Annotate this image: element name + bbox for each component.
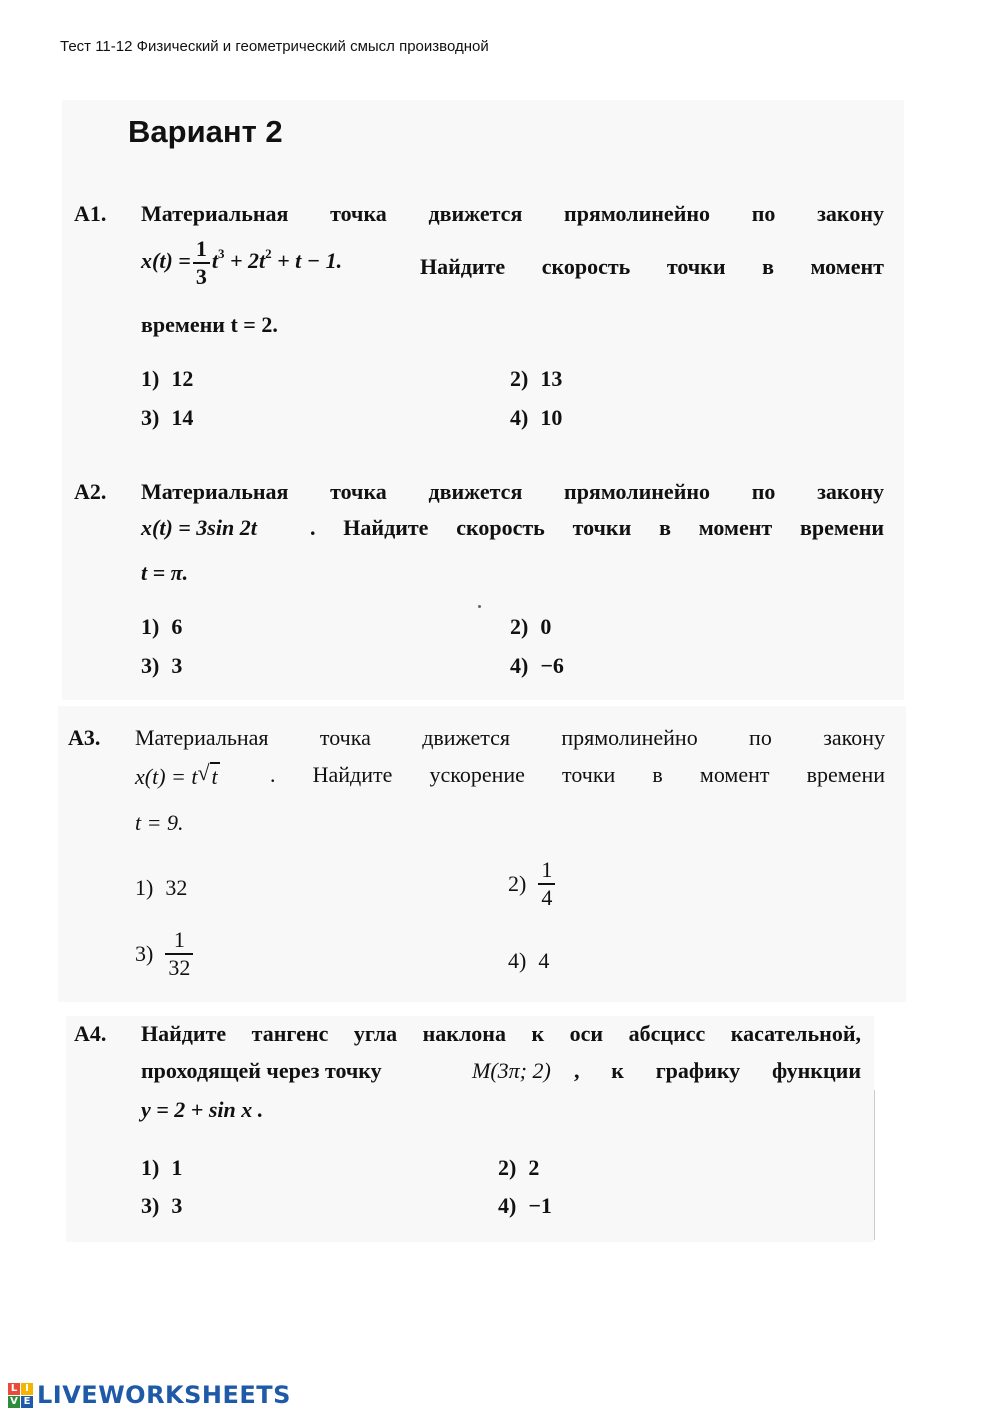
- formula-part: + 2t: [224, 248, 266, 274]
- option-value: 4: [538, 948, 550, 973]
- scan-speck: [478, 605, 481, 608]
- question-text-line: [141, 1058, 382, 1084]
- answer-option: [141, 1155, 182, 1181]
- scan-edge: [874, 1090, 875, 1240]
- question-formula-line: [141, 515, 257, 541]
- answer-option: [141, 614, 182, 640]
- question-text-line: Найдите скорость точки в момент: [420, 254, 884, 279]
- answer-option: [510, 614, 551, 640]
- option-label: 1): [141, 614, 160, 639]
- question-text-line: Материальная точка движется прямолинейно по закону: [135, 725, 885, 750]
- option-value: 0: [540, 614, 552, 639]
- formula-part: x(t) = 3sin 2t: [141, 515, 257, 540]
- answer-option: [141, 1193, 182, 1219]
- fraction-denominator: 32: [165, 953, 193, 979]
- text-part: проходящей через точку: [141, 1058, 382, 1083]
- logo-letter: E: [21, 1396, 33, 1408]
- fraction: [165, 929, 193, 979]
- point-formula: M(3π; 2): [472, 1058, 551, 1083]
- question-text-line: t = 9.: [135, 810, 184, 835]
- option-label: 3): [141, 653, 160, 678]
- fraction-denominator: 4: [538, 883, 555, 909]
- logo-letter: V: [8, 1396, 20, 1408]
- exponent: 3: [217, 246, 225, 262]
- answer-option: [508, 859, 557, 909]
- formula-part: + t − 1.: [271, 248, 343, 274]
- answer-option: [498, 1155, 539, 1181]
- exponent: 2: [265, 246, 272, 262]
- scan-block-3: [66, 1016, 874, 1242]
- option-value: −6: [540, 653, 564, 678]
- option-label: 2): [510, 614, 529, 639]
- scan-block-1: [62, 100, 904, 700]
- option-label: 1): [141, 1155, 160, 1180]
- answer-option: [141, 653, 182, 679]
- option-label: 4): [510, 405, 529, 430]
- answer-option: [135, 875, 187, 901]
- fraction-numerator: 1: [541, 857, 553, 882]
- option-label: 4): [510, 653, 529, 678]
- option-value: 1: [171, 1155, 183, 1180]
- option-value: 12: [171, 366, 194, 391]
- sqrt-argument: t: [211, 764, 218, 789]
- answer-option: [498, 1193, 552, 1219]
- option-label: 1): [135, 875, 154, 900]
- option-value: 14: [171, 405, 194, 430]
- option-label: 3): [135, 941, 154, 966]
- option-label: 2): [508, 871, 527, 896]
- question-text-line: Материальная точка движется прямолинейно по закону: [141, 479, 884, 504]
- fraction: [193, 238, 210, 288]
- sqrt: [198, 762, 220, 790]
- option-label: 1): [141, 366, 160, 391]
- formula-part: x(t) = t: [135, 764, 198, 789]
- question-text-line: . Найдите ускорение точки в момент времени: [270, 762, 885, 787]
- answer-option: [510, 366, 562, 392]
- question-number: А4.: [74, 1021, 107, 1046]
- fraction-numerator: 1: [195, 236, 207, 261]
- option-value: 32: [165, 875, 188, 900]
- question-text-line: Материальная точка движется прямолинейно по закону: [141, 201, 884, 226]
- option-value: 13: [540, 366, 563, 391]
- option-value: −1: [528, 1193, 552, 1218]
- option-value: 3: [171, 653, 183, 678]
- page-header: Тест 11-12 Физический и геометрический смысл производной: [60, 38, 489, 55]
- variant-title: Вариант 2: [128, 114, 283, 149]
- logo-brand-text: LIVEWORKSHEETS: [37, 1381, 291, 1409]
- question-formula-line: [141, 238, 342, 288]
- fraction: [538, 859, 555, 909]
- answer-option: [135, 929, 195, 979]
- option-label: 2): [498, 1155, 517, 1180]
- question-number: А1.: [74, 201, 107, 226]
- option-label: 3): [141, 1193, 160, 1218]
- option-label: 2): [510, 366, 529, 391]
- answer-option: [510, 653, 564, 679]
- sqrt-sign: √: [197, 760, 210, 785]
- option-value: 3: [171, 1193, 183, 1218]
- option-value: 6: [171, 614, 183, 639]
- logo-letter: L: [8, 1383, 20, 1395]
- question-text-line: y = 2 + sin x .: [141, 1097, 264, 1122]
- logo-icon: [8, 1383, 33, 1408]
- question-text-line: . Найдите скорость точки в момент времени: [310, 515, 884, 540]
- option-value: 10: [540, 405, 563, 430]
- question-text-line: , к графику функции: [574, 1058, 861, 1083]
- answer-option: [141, 405, 193, 431]
- question-text-line: t = π.: [141, 560, 189, 585]
- question-text-line: времени t = 2.: [141, 312, 278, 337]
- formula-part: x(t) =: [141, 248, 191, 274]
- liveworksheets-logo[interactable]: [8, 1381, 291, 1409]
- answer-option: [141, 366, 193, 392]
- option-value: 2: [528, 1155, 540, 1180]
- fraction-numerator: 1: [173, 927, 185, 952]
- fraction-denominator: 3: [193, 262, 210, 288]
- option-label: 4): [498, 1193, 517, 1218]
- answer-option: [508, 948, 549, 974]
- question-formula-line: [135, 762, 220, 790]
- question-number: А3.: [68, 725, 101, 750]
- logo-letter: I: [21, 1383, 33, 1395]
- formula-part: t: [211, 248, 218, 274]
- answer-option: [510, 405, 562, 431]
- option-label: 4): [508, 948, 527, 973]
- question-text-line: Найдите тангенс угла наклона к оси абсцисс касательной,: [141, 1021, 861, 1046]
- option-label: 3): [141, 405, 160, 430]
- question-number: А2.: [74, 479, 107, 504]
